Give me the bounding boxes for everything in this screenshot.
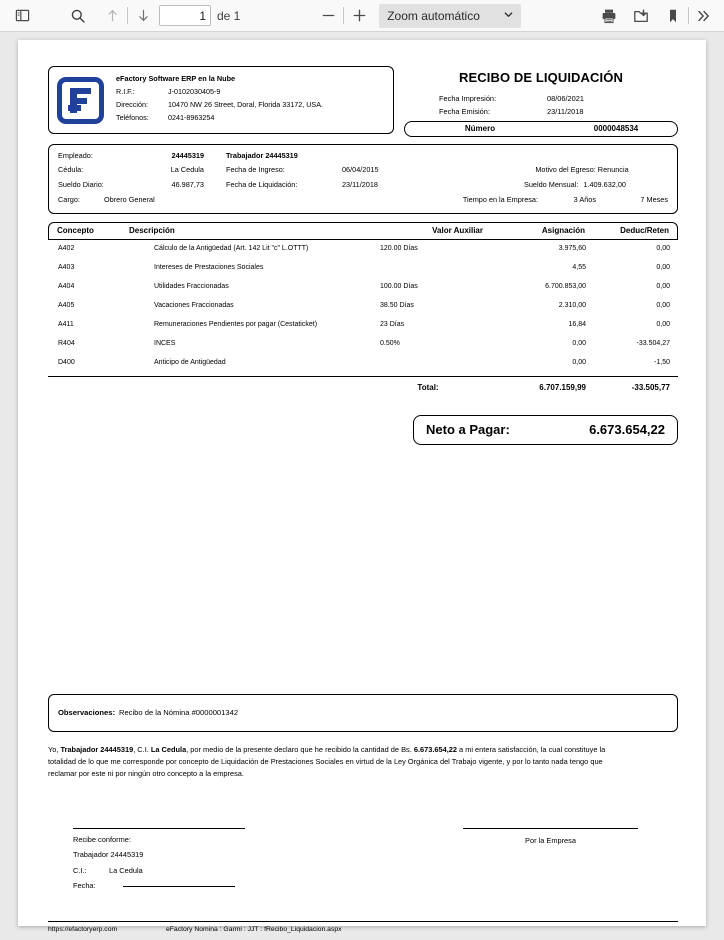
header-asignacion: Asignación xyxy=(541,225,585,235)
row-deduc-reten: -33.504,27 xyxy=(636,339,670,347)
row-descripcion: Vacaciones Fraccionadas xyxy=(154,301,234,309)
ci-label: C.I.: xyxy=(73,865,87,875)
row-descripcion: Intereses de Prestaciones Sociales xyxy=(154,263,264,271)
row-descripcion: Utilidades Fraccionadas xyxy=(154,282,229,290)
row-asignacion: 3.975,60 xyxy=(558,244,586,252)
table-row xyxy=(48,278,678,297)
observations-label: Observaciones: xyxy=(58,708,115,718)
company-signature-label: Por la Empresa xyxy=(525,836,576,845)
table-row xyxy=(48,354,678,373)
row-asignacion: 4,55 xyxy=(572,263,586,271)
next-page-button[interactable] xyxy=(129,3,157,29)
declaration-part-4: a mi entera satisfacción, la cual constituye la totalidad de lo que me corresponde por concepto de Liquidación de Prestaciones Sociales en virtud de la Ley Orgánica del Trabajo vigente, y por lo tanto nada tengo que reclamar por este ni por ningún otro concepto a la empresa. xyxy=(48,745,606,778)
footer-path: eFactory Nomina : Garmi : JJT : fRecibo_Liquidacion.aspx xyxy=(166,926,342,933)
row-asignacion: 0,00 xyxy=(572,339,586,347)
settlement-date-value: 23/11/2018 xyxy=(342,179,378,189)
row-descripcion: INCES xyxy=(154,339,176,347)
table-row xyxy=(48,240,678,259)
pdf-page xyxy=(18,40,706,933)
cedula-label: Cédula: xyxy=(58,165,84,175)
company-phone-value: 0241-8963254 xyxy=(168,113,215,123)
zoom-in-button[interactable] xyxy=(345,3,373,29)
chevron-down-icon xyxy=(504,10,513,21)
table-row xyxy=(48,297,678,316)
date-label: Fecha: xyxy=(73,880,96,890)
position-value: Obrero General xyxy=(104,194,155,204)
row-concepto: D400 xyxy=(58,358,75,366)
toolbar-divider-2 xyxy=(343,7,344,24)
company-rif-label: R.I.F.: xyxy=(116,87,135,97)
row-concepto: A402 xyxy=(58,244,75,252)
document-footer xyxy=(48,926,678,934)
row-deduc-reten: -1,50 xyxy=(654,358,670,366)
cedula-value: La Cedula xyxy=(170,165,204,175)
observations-value: Recibo de la Nómina #0000001342 xyxy=(118,708,239,718)
declaration-cedula: La Cedula xyxy=(150,745,187,754)
entry-date-label: Fecha de Ingreso: xyxy=(226,165,285,175)
company-address-value: 10470 NW 26 Street, Doral, Florida 33172, USA. xyxy=(168,100,324,110)
issue-date-label: Fecha Emisión: xyxy=(439,106,490,116)
declaration-part-1: Yo, xyxy=(48,745,61,754)
company-rif-value: J-0102030405-9 xyxy=(168,87,221,97)
totals-row xyxy=(56,377,670,399)
company-phone-label: Teléfonos: xyxy=(116,113,149,123)
row-concepto: A411 xyxy=(58,320,74,328)
egress-reason: Motivo del Egreso: Renuncia xyxy=(535,165,629,175)
sidebar-toggle-button[interactable] xyxy=(8,3,36,29)
net-pay-box xyxy=(413,415,678,445)
monthly-wage-label: Sueldo Mensual: xyxy=(524,179,579,189)
efactory-logo-icon xyxy=(57,77,104,124)
employee-signature-line xyxy=(73,828,245,829)
declaration-part-2: , C.I. xyxy=(133,745,151,754)
toolbar-divider-3 xyxy=(688,7,689,24)
total-asignacion: 6.707.159,99 xyxy=(539,382,586,392)
company-name: eFactory Software ERP en la Nube xyxy=(116,73,236,83)
receipt-title: RECIBO DE LIQUIDACIÓN xyxy=(459,70,623,85)
print-date-value: 08/06/2021 xyxy=(547,94,584,104)
row-asignacion: 0,00 xyxy=(572,358,586,366)
document-header xyxy=(48,66,678,137)
row-valor-auxiliar: 120.00 Días xyxy=(380,244,418,252)
print-icon[interactable] xyxy=(595,3,623,29)
company-signature-line xyxy=(463,828,638,829)
row-deduc-reten: 0,00 xyxy=(656,263,670,271)
zoom-out-button[interactable] xyxy=(314,3,342,29)
zoom-level-select[interactable] xyxy=(379,4,521,28)
concepts-table xyxy=(48,222,678,399)
declaration-employee-name: Trabajador 24445319 xyxy=(60,745,134,754)
row-descripcion: Cálculo de la Antigüedad (Art. 142 Lit "c" L.OTTT) xyxy=(154,244,309,252)
row-concepto: A404 xyxy=(58,282,75,290)
receives-name: Trabajador 24445319 xyxy=(73,850,144,860)
row-concepto: A403 xyxy=(58,263,75,271)
daily-wage-label: Sueldo Diario: xyxy=(58,179,104,189)
row-concepto: A405 xyxy=(58,301,75,309)
footer-url: https://efactoryerp.com xyxy=(48,926,118,933)
receipt-number-value: 0000048534 xyxy=(593,123,639,133)
pdf-viewer-canvas[interactable] xyxy=(0,32,724,940)
receipt-number-label: Número xyxy=(464,123,496,133)
total-label: Total: xyxy=(417,382,439,392)
row-asignacion: 16,84 xyxy=(568,320,586,328)
entry-date-value: 06/04/2015 xyxy=(342,165,379,175)
tenure-label: Tiempo en la Empresa: xyxy=(462,194,538,204)
receipt-number-box xyxy=(404,121,678,137)
row-descripcion: Anticipo de Antigüedad xyxy=(154,358,226,366)
row-deduc-reten: 0,00 xyxy=(656,244,670,252)
print-date-label: Fecha Impresión: xyxy=(439,94,497,104)
total-deduc: -33.505,77 xyxy=(631,382,670,392)
page-number-input[interactable] xyxy=(159,5,211,26)
declaration-paragraph xyxy=(48,744,608,780)
row-deduc-reten: 0,00 xyxy=(656,320,670,328)
employee-code: 24445319 xyxy=(171,150,204,160)
table-header-row xyxy=(48,222,678,240)
employee-label: Empleado: xyxy=(58,150,93,160)
row-deduc-reten: 0,00 xyxy=(656,301,670,309)
date-signature-line xyxy=(123,886,235,887)
position-label: Cargo: xyxy=(58,194,80,204)
company-info-box xyxy=(48,66,394,134)
net-pay-value: 6.673.654,22 xyxy=(589,421,665,437)
table-row xyxy=(48,316,678,335)
bookmark-icon[interactable] xyxy=(659,3,687,29)
ci-value: La Cedula xyxy=(109,865,143,875)
header-valor-auxiliar: Valor Auxiliar xyxy=(432,225,483,235)
receipt-header xyxy=(404,66,678,137)
declaration-part-3: , por medio de la presente declaro que he recibido la cantidad de Bs. xyxy=(186,745,414,754)
declaration-amount: 6.673.654,22 xyxy=(413,745,457,754)
receives-label: Recibe conforme: xyxy=(73,835,131,844)
daily-wage-value: 46.987,73 xyxy=(171,179,204,189)
page-count-label: de 1 xyxy=(217,8,241,23)
totals-separator xyxy=(48,376,678,399)
row-valor-auxiliar: 100.00 Días xyxy=(380,282,418,290)
monthly-wage-value: 1.409.632,00 xyxy=(583,179,626,189)
zoom-level-value: Zoom automático xyxy=(387,8,480,23)
header-concepto: Concepto xyxy=(57,225,94,235)
row-valor-auxiliar: 38.50 Días xyxy=(380,301,414,309)
toolbar-divider xyxy=(127,7,128,24)
net-pay-label: Neto a Pagar: xyxy=(426,421,510,437)
row-valor-auxiliar: 23 Días xyxy=(380,320,405,328)
save-icon[interactable] xyxy=(627,3,655,29)
tools-menu-button[interactable] xyxy=(690,3,718,29)
row-concepto: R404 xyxy=(58,339,75,347)
issue-date-value: 23/11/2018 xyxy=(547,106,584,116)
row-valor-auxiliar: 0.50% xyxy=(380,339,400,347)
header-descripcion: Descripción xyxy=(129,225,175,235)
search-icon[interactable] xyxy=(64,3,92,29)
employee-info-box xyxy=(48,144,678,214)
row-deduc-reten: 0,00 xyxy=(656,282,670,290)
previous-page-button[interactable] xyxy=(98,3,126,29)
company-signature-block xyxy=(463,828,638,845)
company-address-label: Dirección: xyxy=(116,100,148,110)
row-asignacion: 6.700.853,00 xyxy=(545,282,586,290)
employee-name: Trabajador 24445319 xyxy=(226,150,298,160)
table-row xyxy=(48,259,678,278)
employee-signature-block xyxy=(73,828,273,890)
tenure-years: 3 Años xyxy=(573,194,596,204)
settlement-date-label: Fecha de Liquidación: xyxy=(226,179,298,189)
header-deduc-reten: Deduc/Reten xyxy=(620,225,669,235)
row-asignacion: 2.310,00 xyxy=(558,301,586,309)
receipt-document xyxy=(48,66,678,933)
row-descripcion: Remuneraciones Pendientes por pagar (Cestaticket) xyxy=(154,320,318,328)
observations-box xyxy=(48,694,678,732)
table-row xyxy=(48,335,678,354)
footer-divider xyxy=(48,921,678,922)
pdf-toolbar xyxy=(0,0,724,32)
tenure-months: 7 Meses xyxy=(640,194,668,204)
